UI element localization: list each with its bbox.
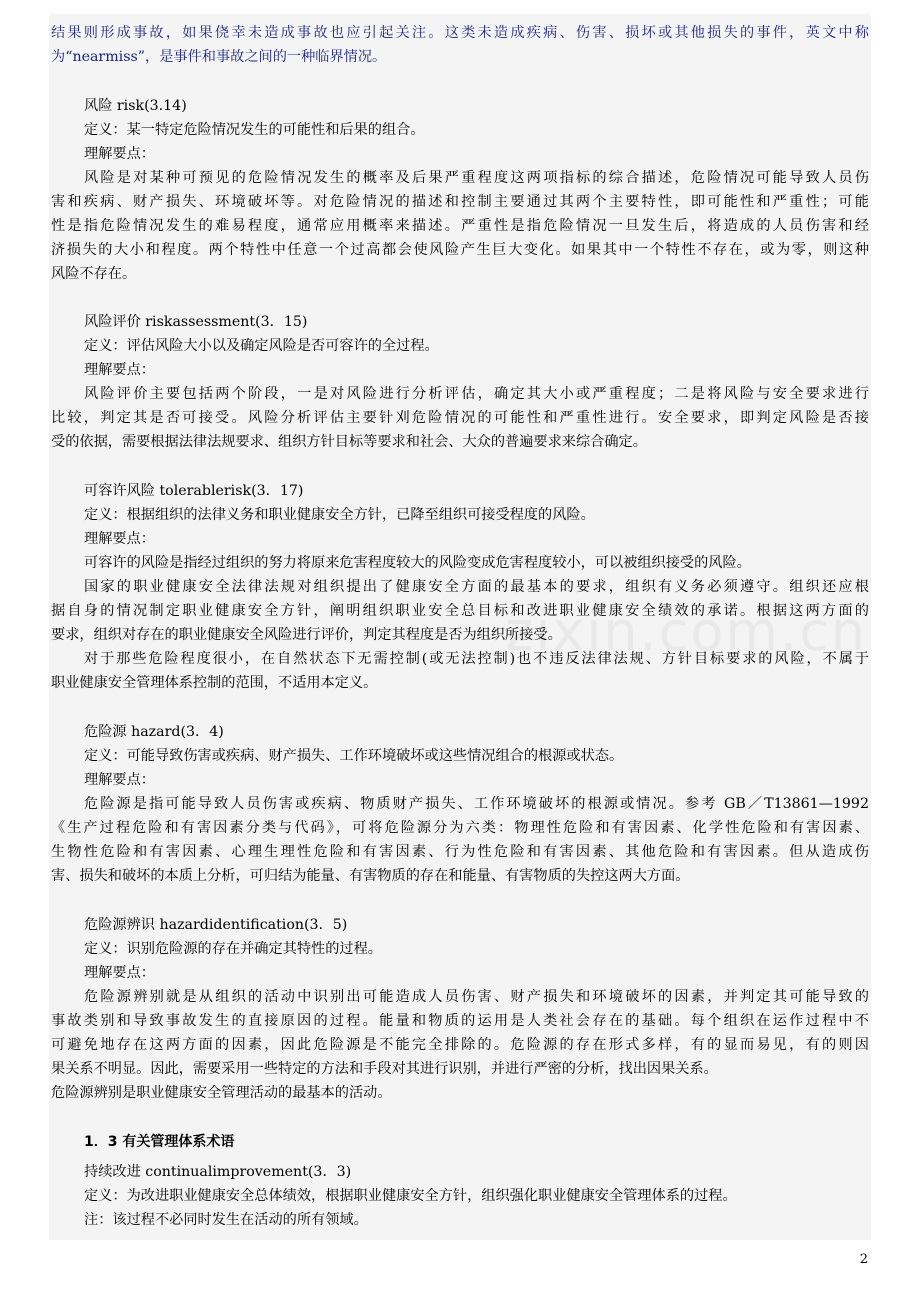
text-line: 理解要点：: [84, 965, 155, 981]
text-line: 据自身的情况制定职业健康安全方针，阐明组织职业安全总目标和改进职业健康安全绩效的承诺。根据这两方面的: [51, 603, 869, 619]
text-line: 理解要点：: [84, 362, 155, 378]
text-line: 结果则形成事故，如果侥幸未造成事故也应引起关注。这类未造成疾病、伤害、损坏或其他损失的事件，英文中称: [51, 25, 869, 41]
text-line: 可避免地存在这两方面的因素，因此危险源是不能完全排除的。危险源的存在形式多样，有的显而易见，有的则因: [51, 1037, 869, 1053]
text-line: 风险是对某种可预见的危险情况发生的概率及后果严重程度这两项指标的综合描述，危险情况可能导致人员伤: [84, 170, 869, 186]
text-line: 受的依据，需要根据法律法规要求、组织方针目标等要求和社会、大众的普遍要求来综合确定。: [51, 434, 647, 450]
text-line: 风险评价 riskassessment(3．15): [84, 314, 308, 330]
text-line: 要求，组织对存在的职业健康安全风险进行评价，判定其程度是否为组织所接受。: [51, 627, 562, 643]
text-line: 风险不存在。: [51, 266, 137, 282]
text-line: 危险源辨识 hazardidentification(3．5): [84, 917, 348, 933]
section-heading: 1．3 有关管理体系术语: [84, 1134, 235, 1150]
text-line: 生物性危险和有害因素、心理生理性危险和有害因素、行为性危险和有害因素、其他危险和有害因素。但从造成伤: [51, 844, 869, 860]
text-line: 定义：评估风险大小以及确定风险是否可容许的全过程。: [84, 338, 439, 354]
text-line: 定义：识别危险源的存在并确定其特性的过程。: [84, 941, 382, 957]
text-line: 危险源是指可能导致人员伤害或疾病、物质财产损失、工作环境破坏的根源或情况。参考 GB／T13861—1992: [84, 796, 869, 812]
text-line: 危险源辨别就是从组织的活动中识别出可能造成人员伤害、财产损失和环境破坏的因素，并判定其可能导致的: [84, 989, 869, 1005]
text-line: 危险源辨别是职业健康安全管理活动的最基本的活动。: [51, 1085, 392, 1101]
text-line: 定义：为改进职业健康安全总体绩效，根据职业健康安全方针，组织强化职业健康安全管理体系的过程。: [84, 1188, 737, 1204]
text-line: 定义：某一特定危险情况发生的可能性和后果的组合。: [84, 122, 425, 138]
text-line: 定义：根据组织的法律义务和职业健康安全方针，已降至组织可接受程度的风险。: [84, 507, 595, 523]
text-line: 事故类别和导致事故发生的直接原因的过程。能量和物质的运用是人类社会存在的基础。每个组织在运作过程中不: [51, 1013, 869, 1029]
text-line: 危险源 hazard(3．4): [84, 724, 224, 740]
text-line: 可容许的风险是指经过组织的努力将原来危害程度较大的风险变成危害程度较小，可以被组织接受的风险。: [84, 555, 751, 571]
text-line: 害和疾病、财产损失、环境破坏等。对危险情况的描述和控制主要通过其两个主要特性，即可能性和严重性；可能: [51, 194, 869, 210]
text-line: 理解要点：: [84, 772, 155, 788]
text-line: 定义：可能导致伤害或疾病、财产损失、工作环境破坏或这些情况组合的根源或状态。: [84, 748, 624, 764]
text-line: 比较，判定其是否可接受。风险分析评估主要针刈危险情况的可能性和严重性进行。安全要求，即判定风险是否接: [51, 410, 869, 426]
text-line: 为“nearmiss”，是事件和事故之间的一种临界情况。: [51, 49, 387, 65]
text-line: 注：该过程不必同时发生在活动的所有领域。: [84, 1212, 368, 1228]
text-line: 职业健康安全管理体系控制的范围，不适用本定义。: [51, 675, 378, 691]
text-line: 害、损失和破坏的本质上分析，可归结为能量、有害物质的存在和能量、有害物质的失控这两大方面。: [51, 868, 690, 884]
text-line: 济损失的大小和程度。两个特性中任意一个过高都会使风险产生巨大变化。如果其中一个特性不存在，或为零，则这种: [51, 242, 869, 258]
text-line: 风险评价主要包括两个阶段，一是对风险进行分析评估，确定其大小或严重程度；二是将风险与安全要求进行: [84, 386, 869, 402]
text-line: 可容许风险 tolerablerisk(3．17): [84, 483, 304, 499]
text-line: 理解要点：: [84, 531, 155, 547]
text-line: 国家的职业健康安全法律法规对组织提出了健康安全方面的最基本的要求，组织有义务必须遵守。组织还应根: [84, 579, 869, 595]
text-line: 理解要点：: [84, 146, 155, 162]
text-line: 果关系不明显。因此，需要采用一些特定的方法和手段对其进行识别，并进行严密的分析，找出因果关系。: [51, 1061, 718, 1077]
text-line: 《生产过程危险和有害因素分类与代码》，可将危险源分为六类：物理性危险和有害因素、化学性危险和有害因素、: [51, 820, 869, 836]
text-line: 对于那些危险程度很小，在自然状态下无需控制(或无法控制)也不违反法律法规、方针目标要求的风险，不属于: [84, 651, 869, 667]
text-line: 性是指危险情况发生的难易程度，通常应用概率来描述。严重性是指危险情况一旦发生后，将造成的人员伤害和经: [51, 218, 869, 234]
text-line: 风险 risk(3.14): [84, 98, 187, 114]
page-number: 2: [859, 1252, 868, 1267]
text-line: 持续改进 continualimprovement(3．3): [84, 1164, 352, 1180]
